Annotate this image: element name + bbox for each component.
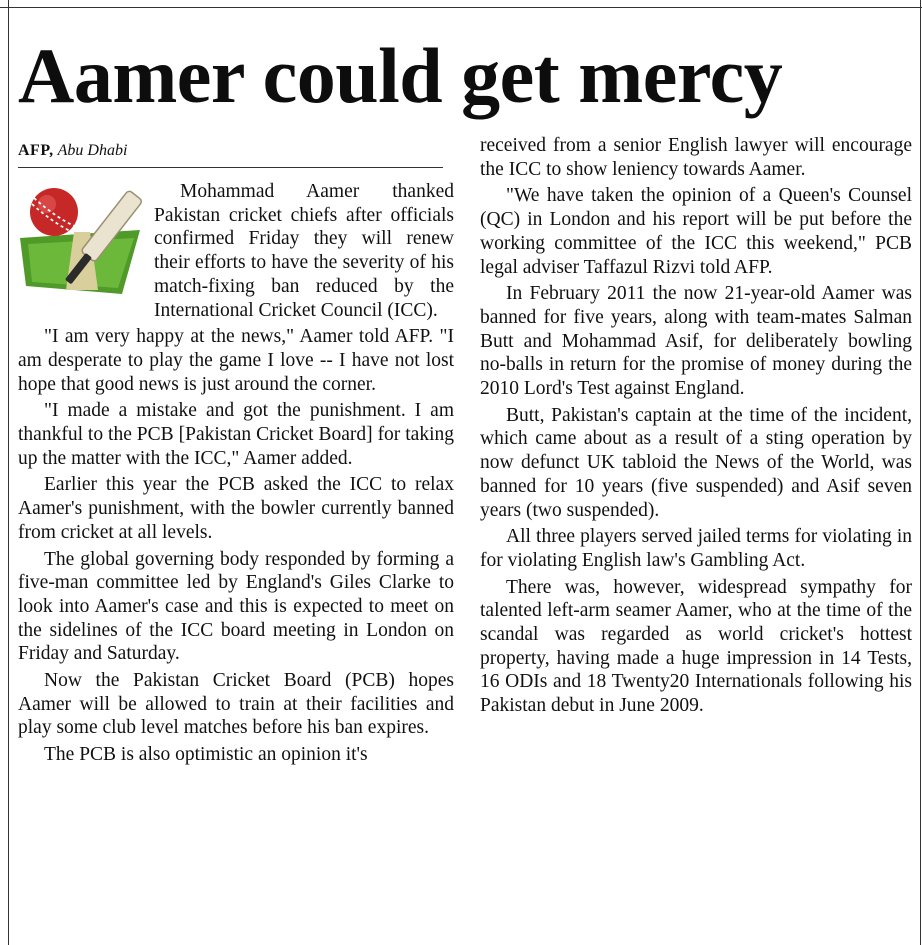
cricket-ball-bat-icon (18, 182, 146, 298)
paragraph: Butt, Pakistan's captain at the time of the incident, which came about as a result of a sting operation by now defunct UK tabloid the News of the World, was banned for 10 years (five suspended) and Asif seven years (two suspended). (480, 404, 912, 521)
paragraph: "I made a mistake and got the punishment. I am thankful to the PCB [Pakistan Cricket Board] for taking up the matter with the ICC," Aamer added. (18, 400, 454, 469)
byline (18, 140, 127, 162)
paragraph: Earlier this year the PCB asked the ICC to relax Aamer's punishment, with the bowler currently banned from cricket at all levels. (18, 474, 454, 543)
paragraph: Now the Pakistan Cricket Board (PCB) hopes Aamer will be allowed to train at their facilities and play some club level matches before his ban expires. (18, 670, 454, 739)
paragraph: Mohammad Aamer thanked Pakistan cricket chiefs after officials confirmed Friday they will renew their efforts to have the severity of his match-fixing ban reduced by the International Cricket Council (ICC). (154, 181, 454, 321)
paragraph: "We have taken the opinion of a Queen's Counsel (QC) in London and his report will be put before the working committee of the ICC this weekend," PCB legal adviser Taffazul Rizvi told AFP. (480, 185, 912, 278)
paragraph: The PCB is also optimistic an opinion it's (44, 744, 368, 766)
paragraph: There was, however, widespread sympathy for talented left-arm seamer Aamer, who at the time of the scandal was regarded as world cricket's hottest property, having made a huge impression in 14 Tests, 16 ODIs and 18 Twenty20 Internationals following his Pakistan debut in June 2009. (480, 576, 912, 717)
paragraph: "I am very happy at the news," Aamer told AFP. "I am desperate to play the game I love -- I have not lost hope that good news is just around the corner. (18, 326, 454, 395)
paragraph: All three players served jailed terms for violating in for violating English law's Gambling Act. (480, 526, 912, 571)
byline-place: Abu Dhabi (57, 142, 128, 159)
top-border (0, 7, 922, 8)
article-column-2 (480, 134, 912, 721)
byline-agency: AFP, (18, 142, 54, 159)
paragraph: The global governing body responded by forming a five-man committee led by England's Giles Clarke to look into Aamer's case and this is expected to meet on the sidelines of the ICC board meeting in London on Friday and Saturday. (18, 548, 454, 665)
paragraph: In February 2011 the now 21-year-old Aamer was banned for five years, along with team-mates Salman Butt and Mohammad Asif, for deliberately bowling no-balls in return for the promise of money during the 2010 Lord's Test against England. (480, 283, 912, 400)
article-column-1 (18, 180, 454, 770)
byline-rule (18, 167, 443, 168)
right-border (920, 0, 921, 945)
paragraph-continued: received from a senior English lawyer will encourage the ICC to show leniency towards Aamer. (480, 135, 912, 180)
left-border (8, 0, 9, 945)
headline: Aamer could get mercy (18, 32, 783, 119)
